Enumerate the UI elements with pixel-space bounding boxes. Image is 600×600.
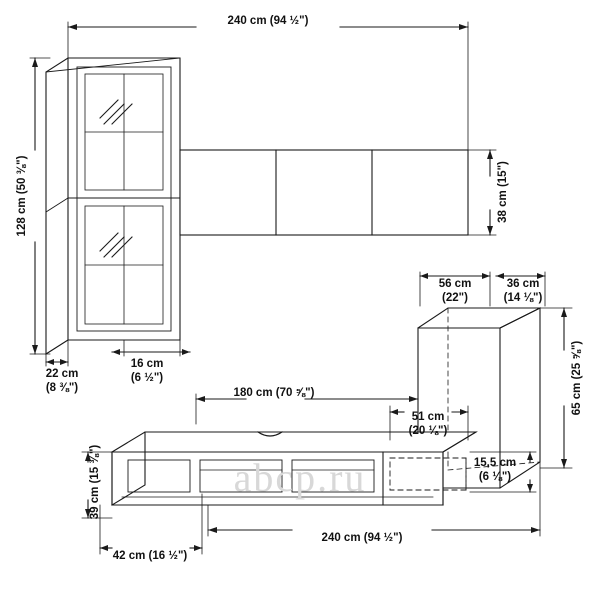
dim-label-text: 16 cm <box>130 358 164 371</box>
dim-label-text: 240 cm (94 ½") <box>321 532 403 545</box>
dim-label-text: (6 ½") <box>130 372 164 385</box>
dim-label-tv-bench-height <box>89 445 101 520</box>
dim-label-text: (14 ⅛") <box>503 292 543 305</box>
dim-label-panel-height <box>497 161 509 223</box>
dim-label-text: (6 ⅛") <box>478 471 512 484</box>
dim-label-text: (22") <box>442 292 468 305</box>
dim-label-cabinet-width <box>131 358 164 384</box>
dim-label-text: 36 cm <box>506 278 540 291</box>
dim-panel-height <box>468 150 496 235</box>
dim-label-total-width-top <box>228 15 309 27</box>
dim-label-text: 51 cm <box>411 411 445 424</box>
dim-label-text: 39 cm (15 ⅜") <box>89 444 102 520</box>
dim-label-total-width-bottom <box>322 532 403 544</box>
dim-label-text: 128 cm (50 ⅜") <box>16 155 29 237</box>
dim-label-side-cabinet-depth <box>504 278 543 304</box>
dim-label-side-cabinet-width <box>439 278 472 304</box>
dim-label-cabinet-height <box>16 155 28 236</box>
tv-bench <box>112 432 476 505</box>
watermark: abcp.ru <box>233 455 367 500</box>
dim-label-text: 42 cm (16 ½") <box>112 550 188 563</box>
wall-panel-row <box>180 150 468 235</box>
dim-label-cabinet-depth <box>46 368 79 394</box>
dim-label-text: 15,5 cm <box>473 457 517 470</box>
dim-label-tv-bench-width <box>234 387 315 399</box>
tall-glass-cabinet <box>46 58 180 354</box>
dim-label-text: 38 cm (15") <box>497 161 510 223</box>
dim-label-text: 180 cm (70 ⅝") <box>233 387 315 400</box>
dim-label-text: 65 cm (25 ⅝") <box>571 340 584 416</box>
dim-cabinet-width <box>112 340 190 356</box>
dim-label-text: (8 ⅜") <box>45 382 79 395</box>
dim-cabinet-depth <box>46 340 68 366</box>
dim-label-text: 22 cm <box>45 368 79 381</box>
dim-label-text: 240 cm (94 ½") <box>227 15 309 28</box>
dim-label-text: (20 ⅛") <box>408 425 448 438</box>
dim-label-tv-bench-depth <box>113 550 188 562</box>
dim-side-cabinet-height <box>540 308 572 468</box>
dim-cabinet-height <box>30 58 50 354</box>
dim-label-text: 56 cm <box>438 278 472 291</box>
dim-label-side-cabinet-height <box>571 341 583 416</box>
